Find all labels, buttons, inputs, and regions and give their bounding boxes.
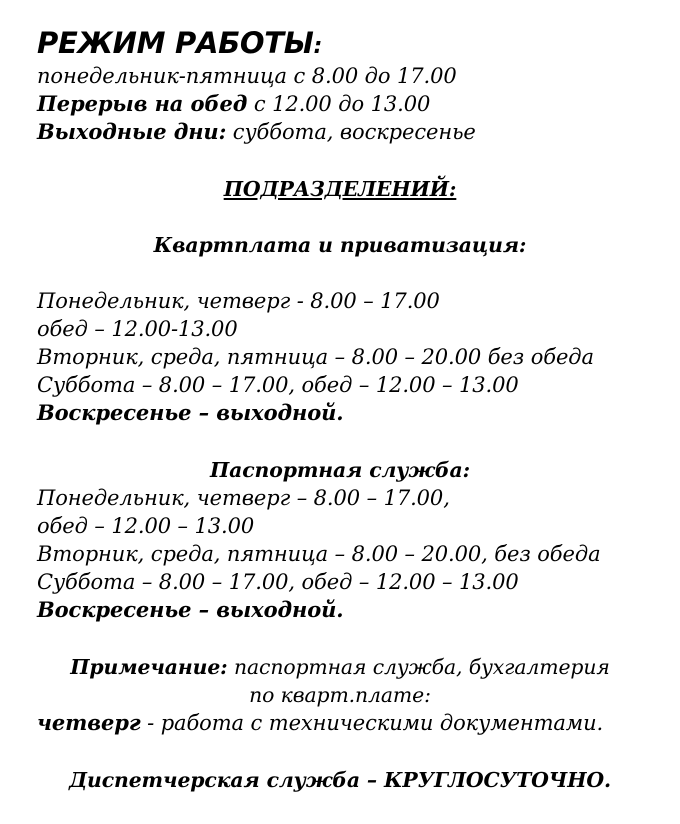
rent-section-heading: Квартплата и приватизация: xyxy=(153,233,527,257)
weekday-hours: понедельник-пятница с 8.00 до 17.00 xyxy=(37,64,457,88)
lunch-break-line xyxy=(37,90,430,118)
rent-schedule-line: Суббота – 8.00 – 17.00, обед – 12.00 – 13.00 xyxy=(37,373,519,397)
passport-section-heading: Паспортная служба: xyxy=(210,458,470,482)
title-colon: : xyxy=(313,34,322,59)
dispatch-service-line: Диспетчерская служба – КРУГЛОСУТОЧНО. xyxy=(68,768,612,792)
rent-schedule-line: Вторник, среда, пятница – 8.00 – 20.00 без обеда xyxy=(37,345,594,369)
note-line xyxy=(0,653,680,681)
passport-schedule-line: Понедельник, четверг – 8.00 – 17.00, xyxy=(37,486,450,510)
page-title xyxy=(37,26,322,64)
thursday-line xyxy=(37,709,603,737)
title-text: РЕЖИМ РАБОТЫ xyxy=(37,26,314,60)
days-off-value: суббота, воскресенье xyxy=(226,120,476,144)
days-off-label: Выходные дни: xyxy=(37,119,227,144)
days-off-line xyxy=(37,118,476,146)
passport-schedule-line: Суббота – 8.00 – 17.00, обед – 12.00 – 13.00 xyxy=(37,570,519,594)
thursday-text: - работа с техническими документами. xyxy=(140,711,604,735)
passport-schedule-line: Вторник, среда, пятница – 8.00 – 20.00, без обеда xyxy=(37,542,601,566)
note-label: Примечание: xyxy=(70,655,228,679)
lunch-break-value: с 12.00 до 13.00 xyxy=(247,92,431,116)
note-line-2: по кварт.плате: xyxy=(249,683,431,707)
rent-schedule-line: Понедельник, четверг - 8.00 – 17.00 xyxy=(37,289,440,313)
lunch-break-label: Перерыв на обед xyxy=(37,91,248,116)
passport-schedule-line: обед – 12.00 – 13.00 xyxy=(37,514,255,538)
thursday-label: четверг xyxy=(37,710,141,735)
rent-sunday-line: Воскресенье – выходной. xyxy=(37,400,344,425)
rent-schedule-line: обед – 12.00-13.00 xyxy=(37,317,238,341)
departments-heading xyxy=(0,175,680,203)
note-text: паспортная служба, бухгалтерия xyxy=(227,655,610,679)
passport-sunday-line: Воскресенье – выходной. xyxy=(37,597,344,622)
departments-heading-text: ПОДРАЗДЕЛЕНИЙ: xyxy=(223,177,457,201)
